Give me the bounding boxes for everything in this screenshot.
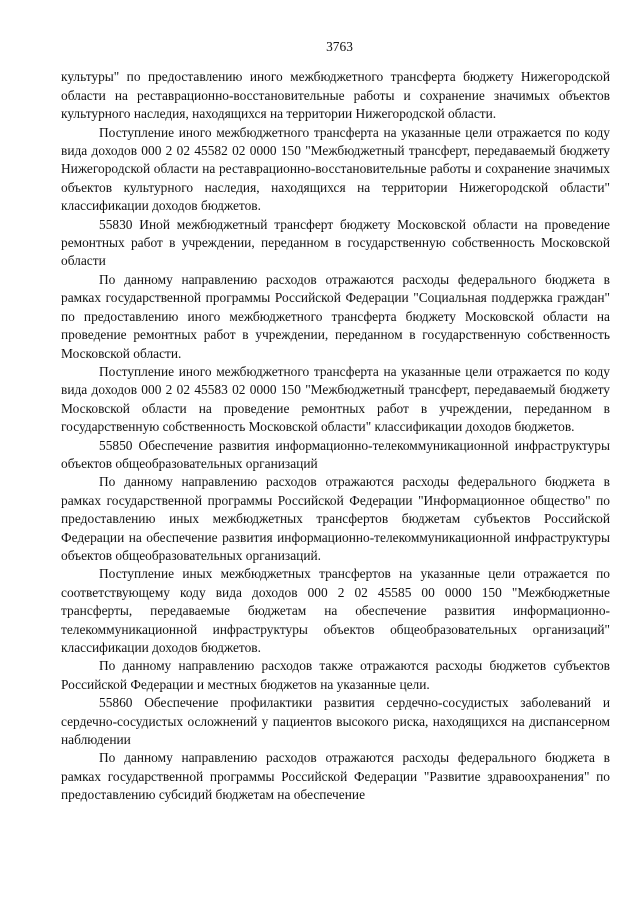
paragraph: Поступление иных межбюджетных трансфертов на указанные цели отражается по соответствующему коду вида доходов 000 2 02 45585 00 0000 150 "Межбюджетные трансферты, передаваемые бюджетам на обеспечение развития информационно-телекоммуникационной инфраструктуры объектов общеобразовательных организаций" классификации доходов бюджетов. bbox=[61, 566, 610, 655]
paragraph: По данному направлению расходов отражаются расходы федерального бюджета в рамках государственной программы Российской Федерации "Социальная поддержка граждан" по предоставлению иного межбюджетного трансферта бюджету Московской области на проведение ремонтных работ в учреждении, переданном в государственную собственность Московской области. bbox=[61, 271, 610, 361]
page-number: 3763 bbox=[326, 39, 353, 54]
paragraph: По данному направлению расходов также отражаются расходы бюджетов субъектов Российской Федерации и местных бюджетов на указанные цели. bbox=[61, 658, 610, 692]
section-heading: 55830 Иной межбюджетный трансферт бюджету Московской области на проведение ремонтных работ в учреждении, переданном в государственную собственность Московской области bbox=[61, 216, 610, 269]
paragraph: По данному направлению расходов отражаются расходы федерального бюджета в рамках государственной программы Российской Федерации "Развитие здравоохранения" по предоставлению субсидий бюджетам на обеспечение bbox=[61, 750, 610, 803]
paragraph: Поступление иного межбюджетного трансферта на указанные цели отражается по коду вида доходов 000 2 02 45583 02 0000 150 "Межбюджетный трансферт, передаваемый бюджету Московской области на проведение ремонтных работ в учреждении, переданном в государственную собственность Московской области" классификации доходов бюджетов. bbox=[61, 363, 610, 435]
section-heading: 55860 Обеспечение профилактики развития сердечно-сосудистых заболеваний и сердечно-сосудистых осложнений у пациентов высокого риска, находящихся на диспансерном наблюдении bbox=[61, 695, 610, 748]
paragraph: культуры" по предоставлению иного межбюджетного трансферта бюджету Нижегородской области на реставрационно-восстановительные работы и сохранение значимых объектов культурного наследия, находящихся на территории Нижегородской области. bbox=[61, 69, 610, 122]
paragraph: Поступление иного межбюджетного трансферта на указанные цели отражается по коду вида доходов 000 2 02 45582 02 0000 150 "Межбюджетный трансферт, передаваемый бюджету Нижегородской области на реставрационно-восстановительные работы и сохранение значимых объектов культурного наследия, находящихся на территории Нижегородской области" классификации доходов бюджетов. bbox=[61, 124, 610, 214]
paragraph: По данному направлению расходов отражаются расходы федерального бюджета в рамках государственной программы Российской Федерации "Информационное общество" по предоставлению иных межбюджетных трансфертов бюджетам субъектов Российской Федерации на обеспечение развития информационно-телекоммуникационной инфраструктуры объектов общеобразовательных организаций. bbox=[61, 474, 610, 563]
section-heading: 55850 Обеспечение развития информационно-телекоммуникационной инфраструктуры объектов общеобразовательных организаций bbox=[61, 437, 610, 471]
